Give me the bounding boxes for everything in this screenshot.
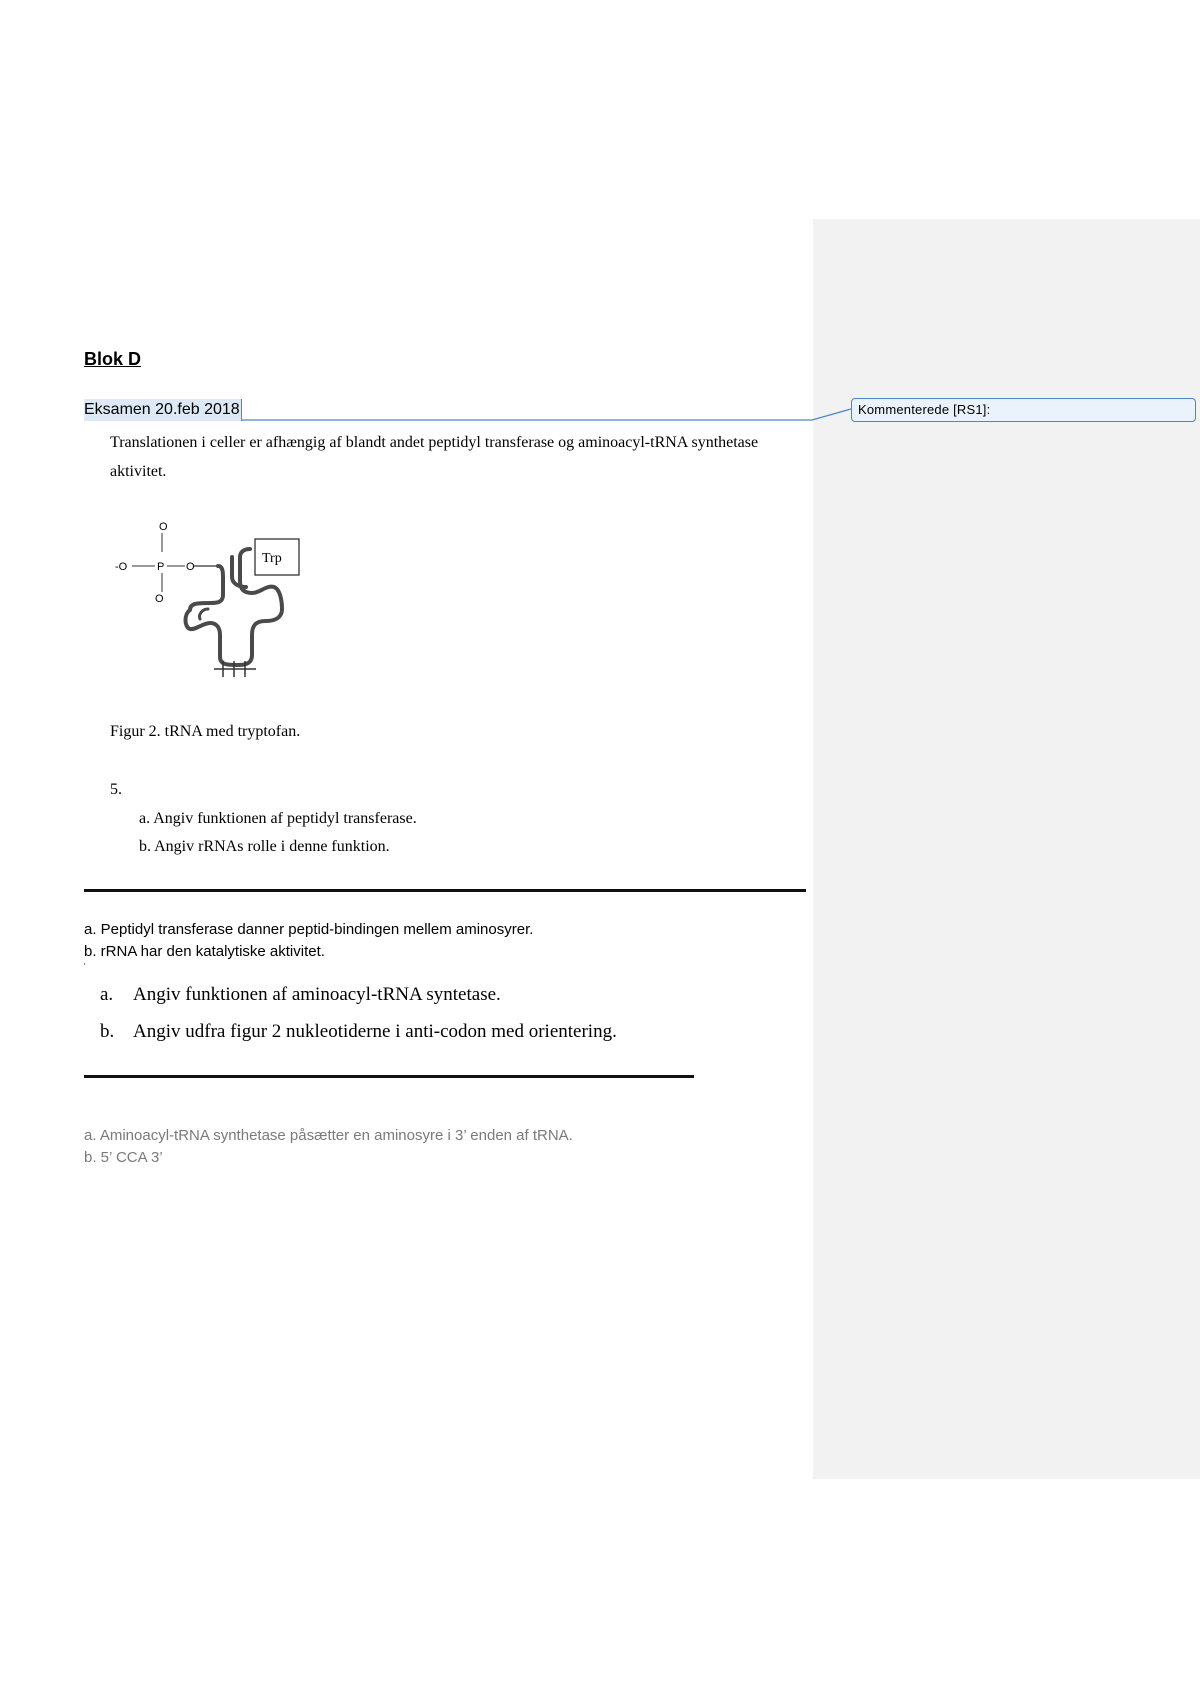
figure-caption: Figur 2. tRNA med tryptofan. [110, 723, 301, 740]
intro-paragraph: Translationen i celler er afhængig af blandt andet peptidyl transferase og aminoacyl-tRNA synthetase aktivitet. [110, 434, 759, 480]
question-6b-text: Angiv udfra figur 2 nukleotiderne i anti-codon med orientering. [133, 1021, 617, 1042]
answer-5b: b. rRNA har den katalytiske aktivitet. [84, 943, 325, 960]
phosphate-o-left: -O [115, 561, 128, 573]
answer-5a: a. Peptidyl transferase danner peptid-bindingen mellem aminosyrer. [84, 921, 534, 938]
trna-figure [110, 517, 310, 687]
phosphate-o-right: O [186, 561, 195, 573]
question-6a-marker: a. [100, 984, 114, 1005]
trna-diagram [110, 517, 310, 682]
answer-6a: a. Aminoacyl-tRNA synthetase påsætter en aminosyre i 3’ enden af tRNA. [84, 1127, 573, 1144]
comment-balloon[interactable] [851, 398, 1196, 422]
horizontal-rule [84, 889, 806, 892]
comment-label: Kommenterede [RS1]: [858, 402, 991, 417]
question-5a: a. Angiv funktionen af peptidyl transferase. [139, 810, 417, 827]
question-6a [100, 984, 501, 1006]
exam-label-commented[interactable]: Eksamen 20.feb 2018 [84, 399, 242, 421]
question-5-number: 5. [110, 781, 122, 798]
trp-label: Trp [262, 551, 282, 566]
phosphate-p: P [157, 561, 165, 573]
question-5b: b. Angiv rRNAs rolle i denne funktion. [139, 838, 390, 855]
question-6a-text: Angiv funktionen af aminoacyl-tRNA syntetase. [133, 984, 501, 1005]
answer-5 [84, 919, 533, 963]
answer-6b: b. 5’ CCA 3’ [84, 1149, 163, 1166]
horizontal-rule [84, 1075, 694, 1078]
phosphate-o-bottom: O [155, 593, 164, 605]
phosphate-o-top: O [159, 521, 168, 533]
stray-mark: ' [84, 962, 86, 971]
question-6b [100, 1021, 617, 1043]
question-6b-marker: b. [100, 1021, 115, 1042]
page-heading: Blok D [84, 349, 142, 369]
answer-6 [84, 1125, 573, 1169]
